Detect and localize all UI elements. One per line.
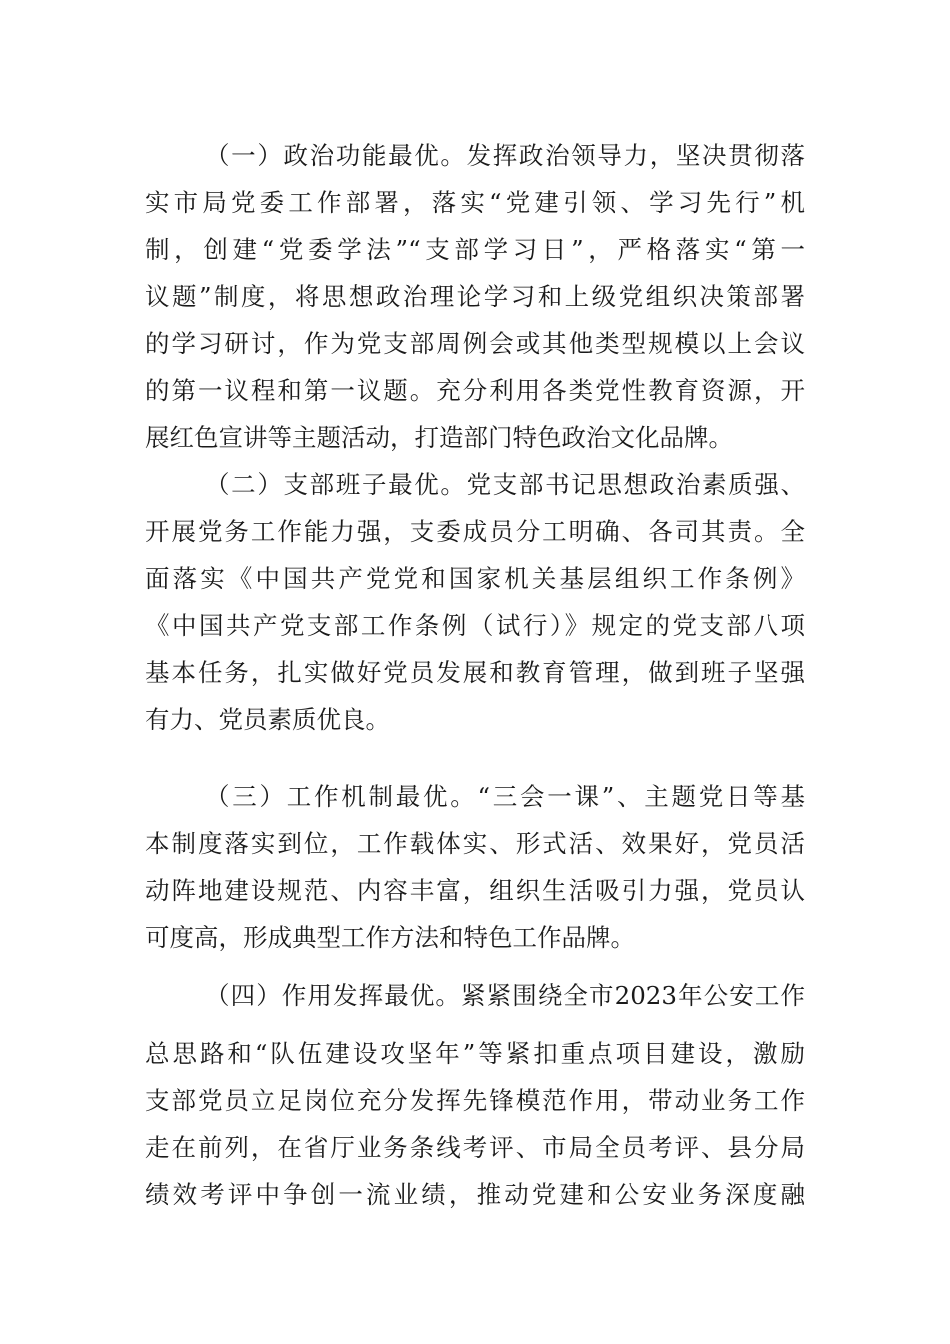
paragraph-3-line-3: 动阵地建设规范、内容丰富，组织生活吸引力强，党员认: [145, 876, 805, 905]
paragraph-2-line-4: 《中国共产党支部工作条例（试行）》规定的党支部八项: [145, 611, 805, 640]
paragraph-1-line-4: 议题”制度，将思想政治理论学习和上级党组织决策部署: [145, 282, 805, 311]
paragraph-2-line-1: （二）支部班子最优。党支部书记思想政治素质强、: [205, 470, 805, 499]
paragraph-2-line-2: 开展党务工作能力强，支委成员分工明确、各司其责。全: [145, 517, 805, 546]
paragraph-4-line-2: 总思路和“队伍建设攻坚年”等紧扣重点项目建设，激励: [145, 1039, 805, 1068]
paragraph-2-line-5: 基本任务，扎实做好党员发展和教育管理，做到班子坚强: [145, 658, 805, 687]
paragraph-3-line-1: （三）工作机制最优。“三会一课”、主题党日等基: [205, 782, 805, 811]
paragraph-1-line-6: 的第一议程和第一议题。充分利用各类党性教育资源，开: [145, 376, 805, 405]
paragraph-3-line-2: 本制度落实到位，工作载体实、形式活、效果好，党员活: [145, 829, 805, 858]
paragraph-4-line-1: （四）作用发挥最优。紧紧围绕全市2023年公安工作: [205, 981, 805, 1010]
paragraph-1-line-2: 实市局党委工作部署，落实“党建引领、学习先行”机: [145, 188, 805, 217]
paragraph-1-line-7: 展红色宣讲等主题活动，打造部门特色政治文化品牌。: [145, 423, 733, 452]
paragraph-4-line-5: 绩效考评中争创一流业绩，推动党建和公安业务深度融: [145, 1180, 805, 1209]
paragraph-1-line-3: 制，创建“党委学法”“支部学习日”，严格落实“第一: [145, 235, 805, 264]
paragraph-2-line-3: 面落实《中国共产党党和国家机关基层组织工作条例》: [145, 564, 805, 593]
paragraph-1-line-5: 的学习研讨，作为党支部周例会或其他类型规模以上会议: [145, 329, 805, 358]
paragraph-3-line-4: 可度高，形成典型工作方法和特色工作品牌。: [145, 923, 635, 952]
paragraph-4-line-3: 支部党员立足岗位充分发挥先锋模范作用，带动业务工作: [145, 1086, 805, 1115]
paragraph-2-line-6: 有力、党员素质优良。: [145, 705, 390, 734]
paragraph-4-line-4: 走在前列，在省厅业务条线考评、市局全员考评、县分局: [145, 1133, 805, 1162]
paragraph-1-line-1: （一）政治功能最优。发挥政治领导力，坚决贯彻落: [205, 141, 805, 170]
